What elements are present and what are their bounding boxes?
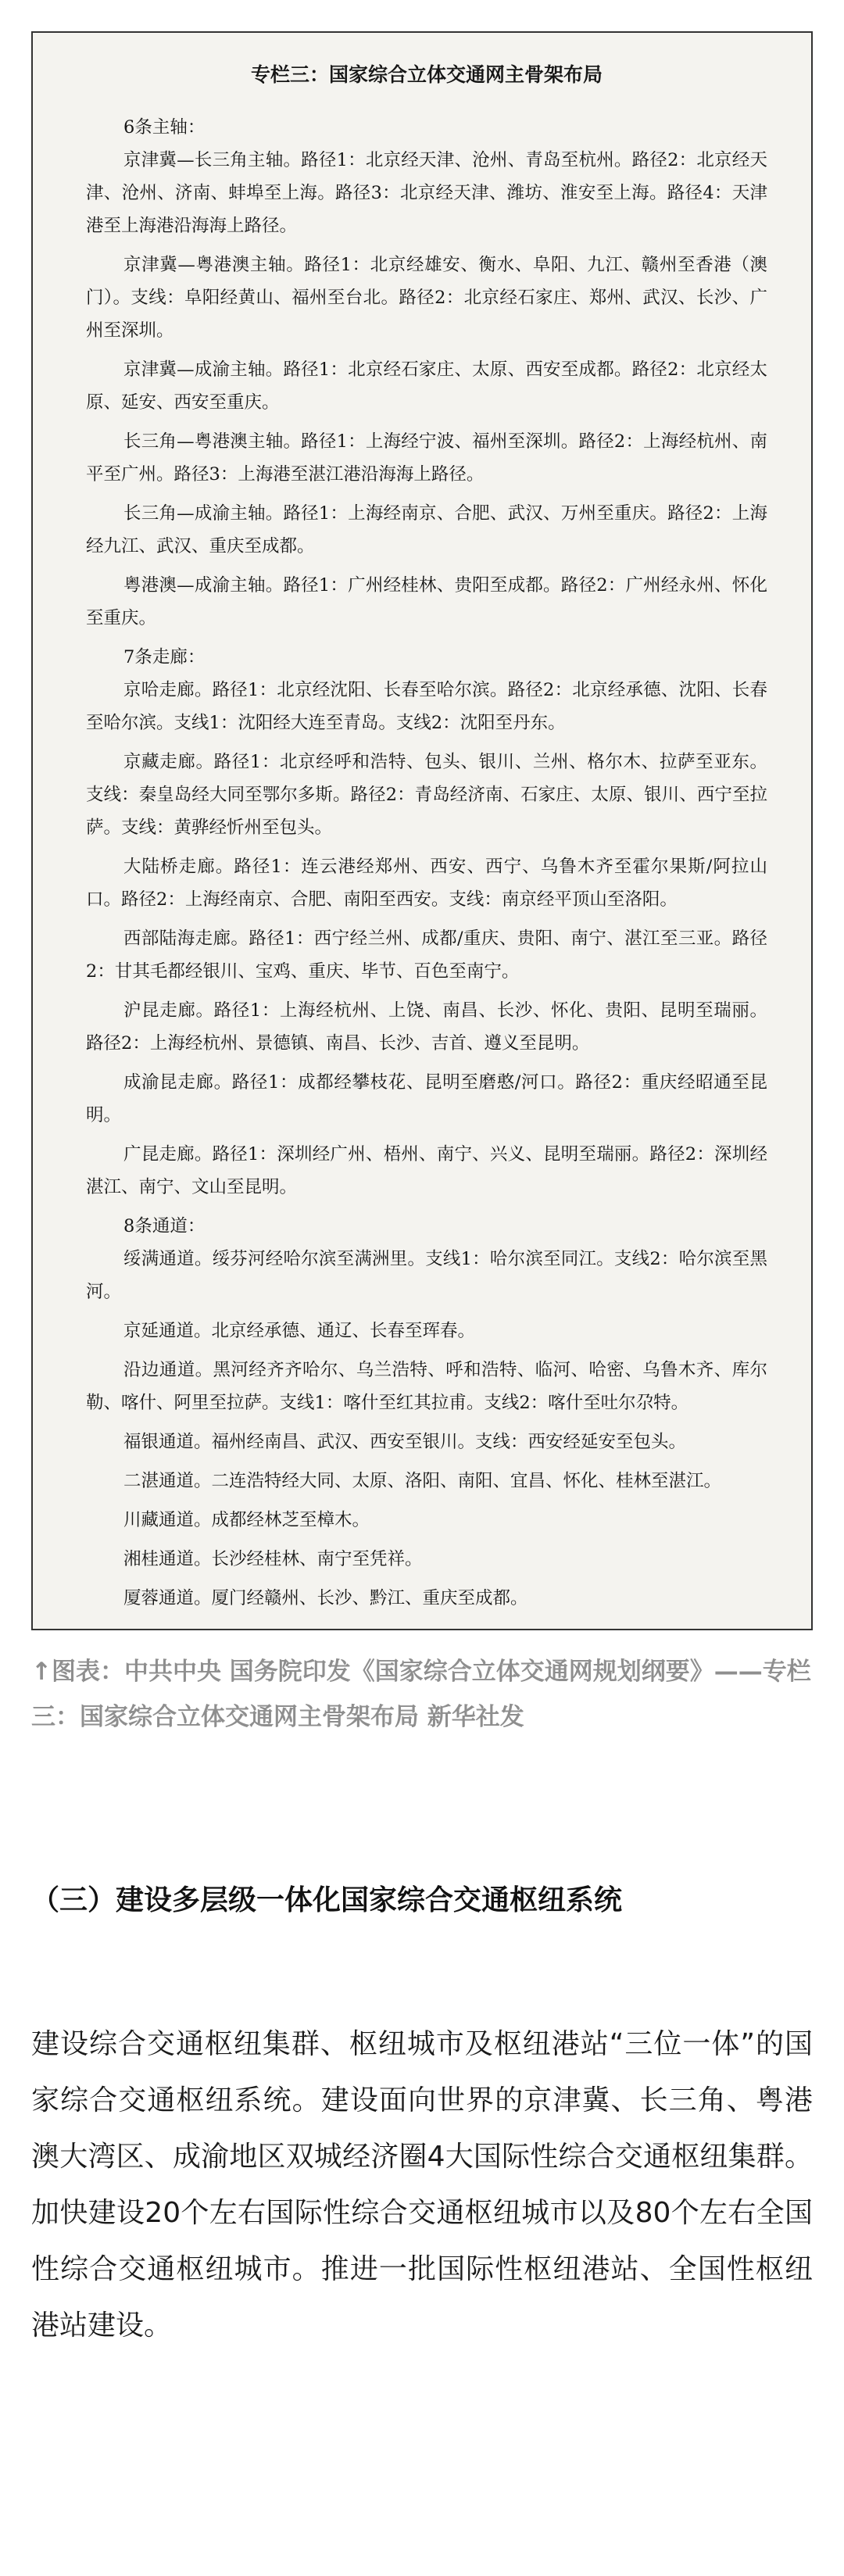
- corridor-entry: 广昆走廊。路径1：深圳经广州、梧州、南宁、兴义、昆明至瑞丽。路径2：深圳经湛江、南宁、文山至昆明。: [86, 1144, 767, 1197]
- corridor-entry: 京藏走廊。路径1：北京经呼和浩特、包头、银川、兰州、格尔木、拉萨至亚东。支线：秦皇岛经大同至鄂尔多斯。路径2：青岛经济南、石家庄、太原、银川、西宁至拉萨。支线：黄骅经忻州至包头。: [86, 752, 767, 838]
- axis-entry: 粤港澳—成渝主轴。路径1：广州经桂林、贵阳至成都。路径2：广州经永州、怀化至重庆。: [86, 575, 767, 628]
- channel-entry: 厦蓉通道。厦门经赣州、长沙、黔江、重庆至成都。: [123, 1588, 528, 1608]
- axis-entry: 长三角—成渝主轴。路径1：上海经南京、合肥、武汉、万州至重庆。路径2：上海经九江、武汉、重庆至成都。: [86, 503, 767, 556]
- axis-entry: 京津冀—长三角主轴。路径1：北京经天津、沧州、青岛至杭州。路径2：北京经天津、沧州、济南、蚌埠至上海。路径3：北京经天津、潍坊、淮安至上海。路径4：天津港至上海港沿海海上路径。: [86, 150, 767, 236]
- axis-entry: 长三角—粤港澳主轴。路径1：上海经宁波、福州至深圳。路径2：上海经杭州、南平至广州。路径3：上海港至湛江港沿海海上路径。: [86, 431, 767, 485]
- figure-title: 专栏三：国家综合立体交通网主骨架布局: [250, 63, 603, 86]
- channel-entry: 二湛通道。二连浩特经大同、太原、洛阳、南阳、宜昌、怀化、桂林至湛江。: [123, 1471, 722, 1491]
- section-heading: （三）建设多层级一体化国家综合交通枢纽系统: [31, 1884, 623, 1916]
- channels-heading: 8条通道：: [123, 1216, 206, 1236]
- corridor-entry: 大陆桥走廊。路径1：连云港经郑州、西安、西宁、乌鲁木齐至霍尔果斯/阿拉山口。路径2：上海经南京、合肥、南阳至西安。支线：南京经平顶山至洛阳。: [86, 857, 767, 910]
- channel-entry: 京延通道。北京经承德、通辽、长春至珲春。: [123, 1321, 476, 1341]
- channel-entry: 福银通道。福州经南昌、武汉、西安至银川。支线：西安经延安至包头。: [123, 1432, 687, 1452]
- channel-entry: 川藏通道。成都经林芝至樟木。: [123, 1510, 370, 1530]
- corridor-entry: 成渝昆走廊。路径1：成都经攀枝花、昆明至磨憨/河口。路径2：重庆经昭通至昆明。: [86, 1072, 767, 1125]
- corridor-entry: 西部陆海走廊。路径1：西宁经兰州、成都/重庆、贵阳、南宁、湛江至三亚。路径2：甘其毛都经银川、宝鸡、重庆、毕节、百色至南宁。: [86, 928, 767, 982]
- channel-entry: 绥满通道。绥芬河经哈尔滨至满洲里。支线1：哈尔滨至同江。支线2：哈尔滨至黑河。: [86, 1249, 767, 1302]
- axis-entry: 京津冀—成渝主轴。路径1：北京经石家庄、太原、西安至成都。路径2：北京经太原、延安、西安至重庆。: [86, 360, 767, 413]
- axis-entry: 京津冀—粤港澳主轴。路径1：北京经雄安、衡水、阜阳、九江、赣州至香港（澳门）。支线：阜阳经黄山、福州至台北。路径2：北京经石家庄、郑州、武汉、长沙、广州至深圳。: [86, 255, 767, 341]
- layout-figure-panel: [31, 31, 813, 1630]
- body-paragraph: 建设综合交通枢纽集群、枢纽城市及枢纽港站“三位一体”的国家综合交通枢纽系统。建设面向世界的京津冀、长三角、粤港澳大湾区、成渝地区双城经济圈4大国际性综合交通枢纽集群。加快建设20个左右国际性综合交通枢纽城市以及80个左右全国性综合交通枢纽城市。推进一批国际性枢纽港站、全国性枢纽港站建设。: [31, 2028, 813, 2342]
- corridor-entry: 京哈走廊。路径1：北京经沈阳、长春至哈尔滨。路径2：北京经承德、沈阳、长春至哈尔滨。支线1：沈阳经大连至青岛。支线2：沈阳至丹东。: [86, 680, 767, 733]
- channel-entry: 沿边通道。黑河经齐齐哈尔、乌兰浩特、呼和浩特、临河、哈密、乌鲁木齐、库尔勒、喀什、阿里至拉萨。支线1：喀什至红其拉甫。支线2：喀什至吐尔尕特。: [86, 1360, 767, 1413]
- corridor-entry: 沪昆走廊。路径1：上海经杭州、上饶、南昌、长沙、怀化、贵阳、昆明至瑞丽。路径2：上海经杭州、景德镇、南昌、长沙、吉首、遵义至昆明。: [86, 1000, 767, 1054]
- channel-entry: 湘桂通道。长沙经桂林、南宁至凭祥。: [123, 1549, 423, 1569]
- figure-caption: ↑图表：中共中央 国务院印发《国家综合立体交通网规划纲要》——专栏三：国家综合立体交通网主骨架布局 新华社发: [31, 1658, 811, 1731]
- axes-heading: 6条主轴：: [123, 117, 206, 138]
- corridors-heading: 7条走廊：: [123, 647, 206, 667]
